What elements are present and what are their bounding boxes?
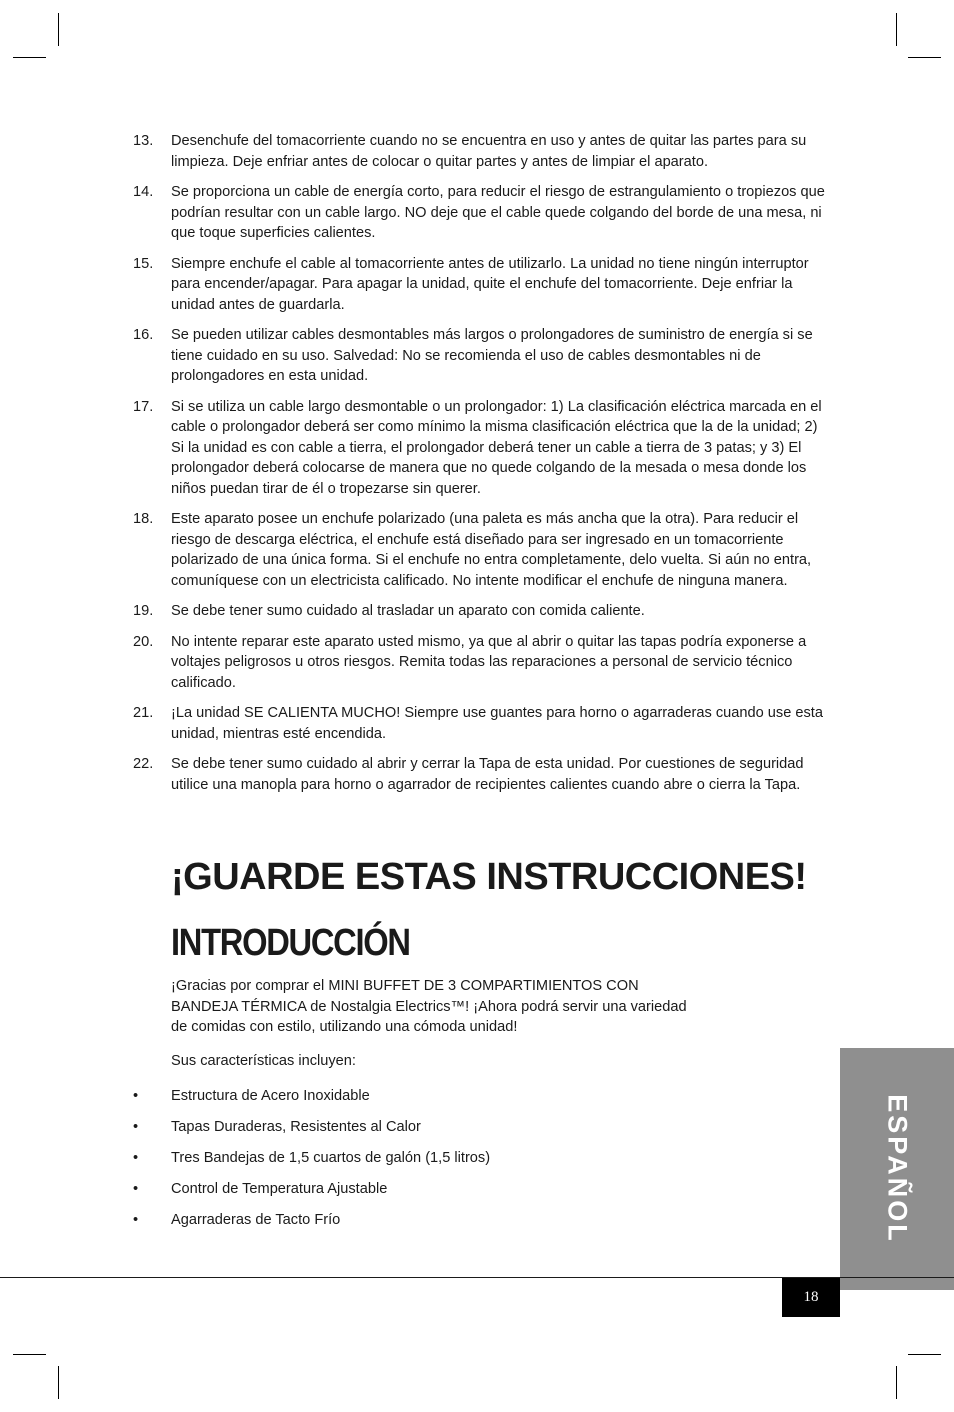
- bullet: •: [133, 1181, 139, 1197]
- crop-mark: [58, 13, 59, 46]
- list-item: [133, 509, 833, 591]
- item-number: 22.: [133, 756, 154, 772]
- list-item: [133, 754, 833, 795]
- list-item: [133, 397, 833, 500]
- item-text: Se debe tener sumo cuidado al trasladar un aparato con comida caliente.: [171, 603, 645, 619]
- feature-text: Estructura de Acero Inoxidable: [171, 1088, 370, 1104]
- item-text: Si se utiliza un cable largo desmontable o un prolongador: 1) La clasificación eléctrica marcada en el cable o prolongador deberá ser como mínimo la misma clasificación eléctrica que la de la unidad; 2) Si la unidad es con cable a tierra, el prolongador deberá tener un cable a tierra de 3 patas; y 3) El prolongador deberá colocarse de manera que no quede colgando de la mesada o mesa donde los niños puedan tirar de él o tropezarse sin querer.: [171, 398, 822, 497]
- list-item: [133, 703, 833, 744]
- item-number: 13.: [133, 133, 154, 149]
- item-number: 14.: [133, 184, 154, 200]
- crop-mark: [908, 1354, 941, 1355]
- save-instructions-heading: ¡GUARDE ESTAS INSTRUCCIONES!: [171, 856, 807, 898]
- list-item: [133, 1117, 490, 1138]
- bullet: •: [133, 1212, 139, 1228]
- list-item: [133, 254, 833, 316]
- crop-mark: [58, 1366, 59, 1399]
- feature-text: Tres Bandejas de 1,5 cuartos de galón (1,5 litros): [171, 1150, 491, 1166]
- item-text: Se debe tener sumo cuidado al abrir y cerrar la Tapa de esta unidad. Por cuestiones de seguridad utilice una manopla para horno o agarrador de recipientes calientes cuando abre o cierra la Tapa.: [171, 756, 804, 793]
- crop-mark: [896, 13, 897, 46]
- feature-text: Tapas Duraderas, Resistentes al Calor: [171, 1119, 421, 1135]
- item-number: 17.: [133, 398, 154, 415]
- list-item: [133, 1179, 490, 1200]
- features-lead: Sus características incluyen:: [171, 1053, 356, 1069]
- crop-mark: [13, 57, 46, 58]
- list-item: [133, 1148, 490, 1169]
- item-text: No intente reparar este aparato usted mismo, ya que al abrir o quitar las tapas podría exponerse a voltajes peligrosos u otros riesgos. Remita todas las reparaciones a personal de servicio técnico calificado.: [171, 633, 807, 691]
- item-text: Desenchufe del tomacorriente cuando no se encuentra en uso y antes de quitar las partes para su limpieza. Deje enfriar antes de colocar o quitar partes y antes de limpiar el aparato.: [171, 133, 807, 170]
- crop-mark: [908, 57, 941, 58]
- bullet: •: [133, 1119, 139, 1135]
- list-item: [133, 601, 833, 622]
- item-text: Siempre enchufe el cable al tomacorriente antes de utilizarlo. La unidad no tiene ningún interruptor para encender/apagar. Para apagar la unidad, quite el enchufe del tomacorriente. Deje enfriar la unidad antes de guardarla.: [171, 255, 809, 313]
- crop-mark: [13, 1354, 46, 1355]
- safety-instructions-list: [133, 131, 833, 805]
- page-number: 18: [782, 1278, 840, 1317]
- item-text: Se pueden utilizar cables desmontables más largos o prolongadores de suministro de energía si se tiene cuidado en su uso. Salvedad: No se recomienda el uso de cables desmontables ni de prolongadores en esta unidad.: [171, 327, 813, 384]
- item-number: 16.: [133, 327, 154, 343]
- item-number: 21.: [133, 705, 154, 721]
- list-item: [133, 182, 833, 244]
- item-text: Se proporciona un cable de energía corto, para reducir el riesgo de estrangulamiento o tropiezos que podrían resultar con un cable largo. NO deje que el cable quede colgando del borde de una mesa, ni que toque superficies calientes.: [171, 184, 825, 241]
- list-item: [133, 1210, 490, 1231]
- language-label: ESPAÑOL: [882, 1094, 913, 1244]
- item-number: 18.: [133, 511, 154, 527]
- list-item: [133, 632, 833, 694]
- intro-paragraph: ¡Gracias por comprar el MINI BUFFET DE 3 COMPARTIMIENTOS CON BANDEJA TÉRMICA de Nostalgia Electrics™! ¡Ahora podrá servir una variedad de comidas con estilo, utilizando una cómoda unidad!: [171, 978, 687, 1035]
- item-text: ¡La unidad SE CALIENTA MUCHO! Siempre use guantes para horno o agarraderas cuando use esta unidad, mientras esté encendida.: [171, 705, 823, 742]
- item-number: 19.: [133, 603, 154, 619]
- introduction-heading: INTRODUCCIÓN: [171, 922, 410, 964]
- features-list: [133, 1086, 490, 1241]
- item-number: 15.: [133, 255, 154, 272]
- list-item: [133, 131, 833, 172]
- list-item: [133, 1086, 490, 1107]
- bullet: •: [133, 1088, 139, 1104]
- crop-mark: [896, 1366, 897, 1399]
- item-number: 20.: [133, 633, 154, 650]
- feature-text: Agarraderas de Tacto Frío: [171, 1212, 341, 1228]
- bullet: •: [133, 1150, 139, 1166]
- item-text: Este aparato posee un enchufe polarizado (una paleta es más ancha que la otra). Para reducir el riesgo de descarga eléctrica, el enchufe está diseñado para ser ingresado en un tomacorriente polarizado de una única forma. Si el enchufe no entra completamente, delo vuelta. Si aún no entra, comuníquese con un electricista calificado. No intente modificar el enchufe de ninguna manera.: [171, 511, 812, 589]
- feature-text: Control de Temperatura Ajustable: [171, 1181, 388, 1197]
- list-item: [133, 325, 833, 387]
- language-side-tab: [840, 1048, 954, 1290]
